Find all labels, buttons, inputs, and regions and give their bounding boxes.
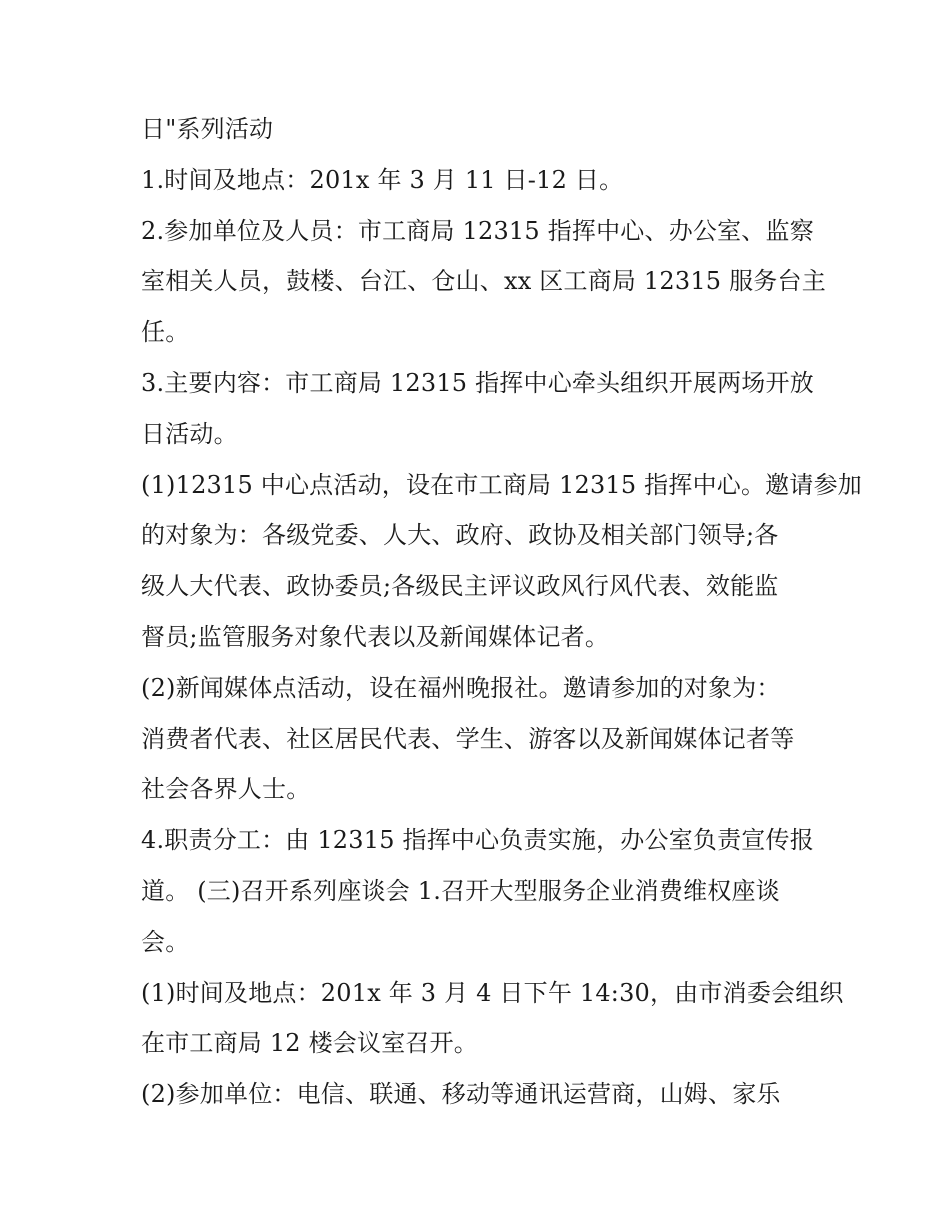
text-line: 级人大代表、政协委员;各级民主评议政风行风代表、效能监 — [141, 572, 779, 601]
text-line: 3.主要内容：市工商局 12315 指挥中心牵头组织开展两场开放 — [141, 368, 814, 397]
text-line: 的对象为：各级党委、人大、政府、政协及相关部门领导;各 — [141, 521, 779, 550]
text-line: (2)新闻媒体点活动，设在福州晚报社。邀请参加的对象为： — [141, 673, 781, 702]
text-line: 日活动。 — [141, 419, 238, 448]
text-line: 2.参加单位及人员：市工商局 12315 指挥中心、办公室、监察 — [141, 216, 814, 245]
text-line: 1.时间及地点：201x 年 3 月 11 日-12 日。 — [141, 165, 624, 194]
text-line: 在市工商局 12 楼会议室召开。 — [141, 1029, 478, 1058]
text-line: 道。 (三)召开系列座谈会 1.召开大型服务企业消费维权座谈 — [141, 876, 780, 905]
text-line: (1)12315 中心点活动，设在市工商局 12315 指挥中心。邀请参加 — [141, 470, 862, 499]
text-line: (2)参加单位：电信、联通、移动等通讯运营商，山姆、家乐 — [141, 1080, 781, 1109]
text-line: 4.职责分工：由 12315 指挥中心负责实施，办公室负责宣传报 — [141, 826, 814, 855]
text-line: 会。 — [141, 927, 190, 956]
document-body — [141, 107, 862, 1123]
text-line: 任。 — [141, 318, 190, 347]
text-line: (1)时间及地点：201x 年 3 月 4 日下午 14:30，由市消委会组织 — [141, 978, 844, 1007]
text-line: 消费者代表、社区居民代表、学生、游客以及新闻媒体记者等 — [141, 724, 795, 753]
text-line: 社会各界人士。 — [141, 775, 311, 804]
text-line: 室相关人员，鼓楼、台江、仓山、xx 区工商局 12315 服务台主 — [141, 267, 826, 296]
text-line: 督员;监管服务对象代表以及新闻媒体记者。 — [141, 622, 610, 651]
text-line: 日"系列活动 — [141, 115, 274, 143]
